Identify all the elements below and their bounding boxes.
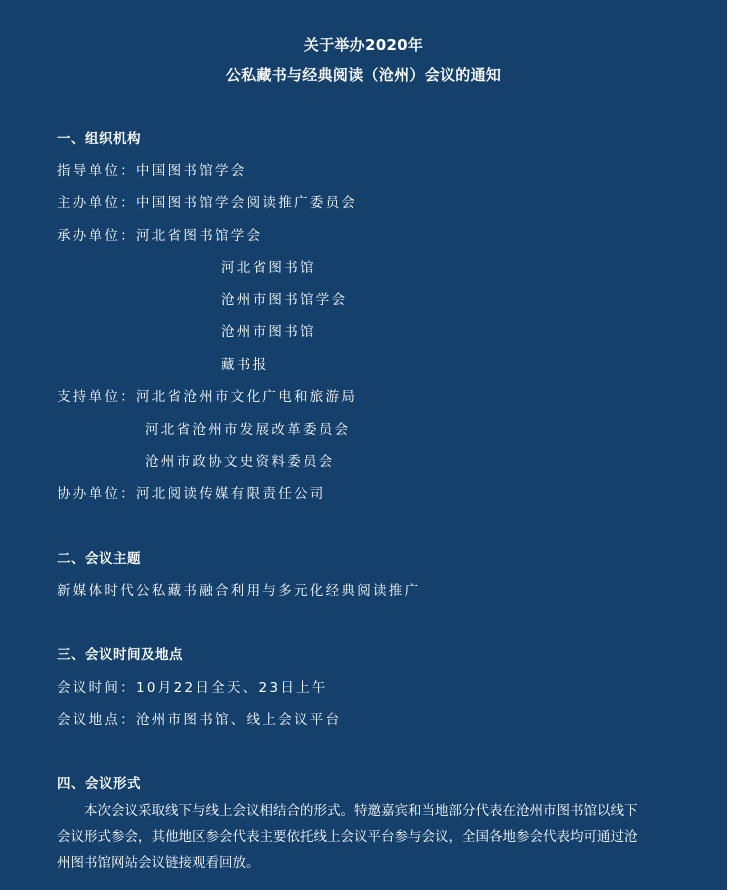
section-heading-time-place: 三、会议时间及地点 [57, 647, 183, 663]
section-heading-theme: 二、会议主题 [57, 551, 141, 567]
organizer-unit-extra: 藏书报 [221, 357, 269, 373]
co-organizer-unit: 协办单位：河北阅读传媒有限责任公司 [57, 486, 326, 502]
format-paragraph-line: 会议形式参会，其他地区参会代表主要依托线上会议平台参与会议，全国各地参会代表均可通过沧 [57, 829, 638, 845]
support-unit-extra: 沧州市政协文史资料委员会 [145, 454, 335, 470]
organizer-unit: 承办单位：河北省图书馆学会 [57, 228, 263, 244]
organizer-unit-extra: 河北省图书馆 [221, 260, 316, 276]
meeting-place: 会议地点：沧州市图书馆、线上会议平台 [57, 712, 342, 728]
guide-unit: 指导单位：中国图书馆学会 [57, 163, 247, 179]
section-heading-organization: 一、组织机构 [57, 131, 141, 147]
section-heading-format: 四、会议形式 [57, 776, 141, 792]
support-unit-extra: 河北省沧州市发展改革委员会 [145, 422, 351, 438]
organizer-unit-extra: 沧州市图书馆 [221, 324, 316, 340]
host-unit: 主办单位：中国图书馆学会阅读推广委员会 [57, 195, 358, 211]
notice-title-line2: 公私藏书与经典阅读（沧州）会议的通知 [225, 66, 502, 84]
meeting-theme: 新媒体时代公私藏书融合利用与多元化经典阅读推广 [57, 583, 421, 599]
organizer-unit-extra: 沧州市图书馆学会 [221, 292, 348, 308]
format-paragraph-line: 州图书馆网站会议链接观看回放。 [57, 855, 260, 871]
format-paragraph-line: 本次会议采取线下与线上会议相结合的形式。特邀嘉宾和当地部分代表在沧州市图书馆以线下 [84, 803, 638, 819]
meeting-time: 会议时间：10月22日全天、23日上午 [57, 680, 328, 696]
notice-title-line1: 关于举办2020年 [303, 36, 424, 54]
support-unit: 支持单位：河北省沧州市文化广电和旅游局 [57, 389, 358, 405]
